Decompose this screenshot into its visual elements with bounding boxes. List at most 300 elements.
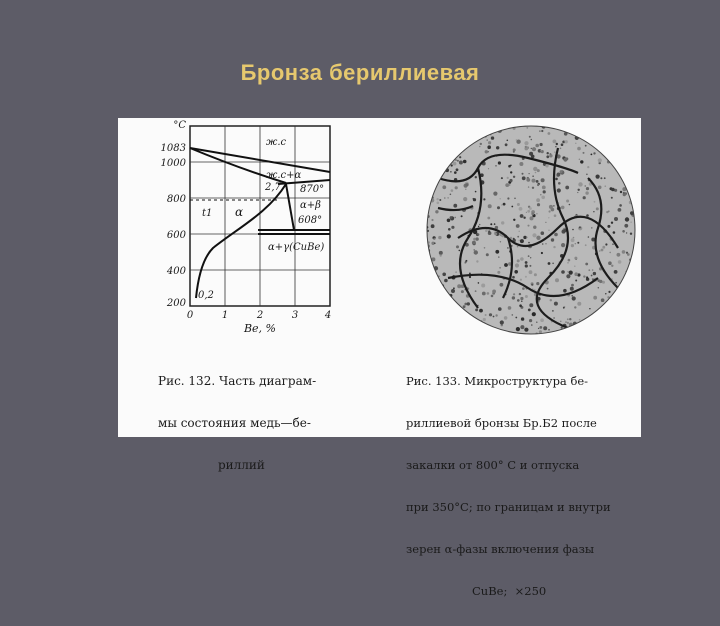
speckle xyxy=(510,171,512,173)
speckle xyxy=(447,234,451,238)
speckle xyxy=(613,231,616,234)
speckle xyxy=(569,204,571,206)
speckle xyxy=(575,280,577,282)
speckle xyxy=(626,290,630,294)
speckle xyxy=(630,279,634,283)
y-tick-label: 400 xyxy=(166,266,186,277)
speckle xyxy=(548,132,551,135)
speckle xyxy=(491,295,494,298)
speckle xyxy=(535,144,539,148)
speckle xyxy=(614,217,618,221)
speckle xyxy=(599,250,600,251)
speckle xyxy=(593,296,597,300)
speckle xyxy=(575,243,576,244)
speckle xyxy=(630,126,632,128)
speckle xyxy=(513,219,515,221)
speckle xyxy=(540,150,542,152)
speckle xyxy=(529,136,531,138)
point-2-7: 2,7 xyxy=(265,182,281,193)
speckle xyxy=(575,143,576,144)
speckle xyxy=(580,160,583,163)
speckle xyxy=(525,295,528,298)
speckle xyxy=(596,207,599,210)
speckle xyxy=(579,226,581,228)
speckle xyxy=(629,330,631,332)
speckle xyxy=(545,222,546,223)
speckle xyxy=(442,309,443,310)
speckle xyxy=(566,274,570,278)
speckle xyxy=(478,282,480,284)
speckle xyxy=(530,216,534,220)
speckle xyxy=(541,130,543,132)
speckle xyxy=(532,147,536,151)
point-0-2: 0,2 xyxy=(198,290,214,301)
speckle xyxy=(429,189,432,192)
speckle xyxy=(433,317,437,321)
speckle xyxy=(455,186,458,189)
speckle xyxy=(574,257,577,260)
speckle xyxy=(615,282,617,284)
speckle xyxy=(449,318,452,321)
speckle xyxy=(598,329,602,333)
speckle xyxy=(626,301,628,303)
speckle xyxy=(571,295,573,297)
speckle xyxy=(427,303,431,307)
speckle xyxy=(473,238,476,241)
speckle xyxy=(456,168,459,171)
speckle xyxy=(629,161,633,165)
speckle xyxy=(615,137,619,141)
speckle xyxy=(510,165,512,167)
speckle xyxy=(574,306,576,308)
speckle xyxy=(515,263,519,267)
speckle xyxy=(529,207,532,210)
speckle xyxy=(619,139,620,140)
region-alpha-gamma: α+γ(CuBe) xyxy=(268,242,325,253)
speckle xyxy=(593,152,595,154)
x-axis-label: Be, % xyxy=(243,322,277,335)
speckle xyxy=(475,309,478,312)
speckle xyxy=(513,293,515,295)
speckle xyxy=(527,210,530,213)
speckle xyxy=(596,175,600,179)
speckle xyxy=(591,154,593,156)
speckle xyxy=(540,194,542,196)
speckle xyxy=(495,165,497,167)
speckle xyxy=(433,278,435,280)
speckle xyxy=(489,313,492,316)
speckle xyxy=(461,330,464,333)
speckle xyxy=(447,326,451,330)
speckle xyxy=(536,213,538,215)
speckle xyxy=(566,200,569,203)
speckle xyxy=(558,182,561,185)
speckle xyxy=(541,178,545,182)
y-unit-label: °C xyxy=(173,120,186,131)
speckle xyxy=(428,195,431,198)
speckle xyxy=(555,178,558,181)
speckle xyxy=(509,184,510,185)
point-608: 608° xyxy=(298,215,323,226)
speckle xyxy=(607,225,610,228)
speckle xyxy=(571,244,574,247)
speckle xyxy=(429,176,431,178)
speckle xyxy=(573,237,575,239)
speckle xyxy=(530,257,531,258)
caption-line: Рис. 132. Часть диаграм- xyxy=(158,374,317,388)
speckle xyxy=(426,282,430,286)
speckle xyxy=(601,249,604,252)
x-tick-label: 2 xyxy=(256,310,264,321)
speckle xyxy=(447,219,451,223)
y-tick-label: 800 xyxy=(166,194,186,205)
speckle xyxy=(496,146,499,149)
speckle xyxy=(629,162,631,164)
speckle xyxy=(631,271,634,274)
speckle xyxy=(450,216,453,219)
speckle xyxy=(512,314,514,316)
speckle xyxy=(605,327,607,329)
speckle xyxy=(498,256,499,257)
speckle xyxy=(602,309,606,313)
speckle xyxy=(624,224,628,228)
speckle xyxy=(622,230,625,233)
speckle xyxy=(431,219,433,221)
speckle xyxy=(531,148,532,149)
speckle xyxy=(560,170,563,173)
speckle xyxy=(455,271,457,273)
speckle xyxy=(493,192,497,196)
speckle xyxy=(434,133,438,137)
speckle xyxy=(438,167,440,169)
speckle xyxy=(605,185,607,187)
speckle xyxy=(598,186,602,190)
speckle xyxy=(528,242,530,244)
region-liquid: ж.с xyxy=(266,137,287,148)
speckle xyxy=(511,206,513,208)
speckle xyxy=(587,166,589,168)
speckle xyxy=(430,156,433,159)
speckle xyxy=(553,317,555,319)
speckle xyxy=(499,267,501,269)
speckle xyxy=(531,155,535,159)
speckle xyxy=(431,170,435,174)
speckle xyxy=(610,322,612,324)
speckle xyxy=(570,287,574,291)
speckle xyxy=(606,308,609,311)
speckle xyxy=(526,212,527,213)
speckle xyxy=(501,204,502,205)
speckle xyxy=(437,126,439,128)
speckle xyxy=(554,151,556,153)
speckle xyxy=(462,134,466,138)
speckle xyxy=(528,225,530,227)
speckle xyxy=(536,322,537,323)
speckle xyxy=(513,176,515,178)
speckle xyxy=(592,136,593,137)
speckle xyxy=(586,276,588,278)
speckle xyxy=(557,188,561,192)
speckle xyxy=(532,187,534,189)
speckle xyxy=(565,321,567,323)
speckle xyxy=(601,323,603,325)
speckle xyxy=(579,159,581,161)
speckle xyxy=(611,265,613,267)
speckle xyxy=(561,143,564,146)
x-tick-label: 0 xyxy=(186,310,194,321)
speckle xyxy=(529,173,530,174)
speckle xyxy=(545,243,546,244)
speckle xyxy=(611,188,615,192)
speckle xyxy=(534,273,537,276)
speckle xyxy=(577,302,581,306)
speckle xyxy=(451,316,454,319)
speckle xyxy=(431,224,435,228)
speckle xyxy=(451,164,453,166)
speckle xyxy=(623,310,626,313)
speckle xyxy=(461,133,462,134)
speckle xyxy=(428,308,431,311)
speckle xyxy=(465,189,466,190)
speckle xyxy=(450,171,452,173)
speckle xyxy=(488,333,489,334)
speckle xyxy=(609,152,611,154)
speckle xyxy=(485,150,488,153)
speckle xyxy=(590,128,594,132)
speckle xyxy=(552,310,554,312)
speckle xyxy=(563,289,567,293)
speckle xyxy=(473,321,475,323)
speckle xyxy=(618,260,622,264)
speckle xyxy=(462,310,464,312)
speckle xyxy=(591,227,592,228)
speckle xyxy=(624,125,626,127)
speckle xyxy=(529,270,533,274)
speckle xyxy=(611,158,612,159)
speckle xyxy=(453,127,457,131)
diagram-caption xyxy=(158,346,316,500)
speckle xyxy=(554,233,558,237)
speckle xyxy=(504,263,508,267)
caption-line: риллиевой бронзы Бр.Б2 после xyxy=(406,416,597,430)
x-tick-label: 3 xyxy=(291,310,299,321)
speckle xyxy=(483,198,485,200)
speckle xyxy=(617,131,619,133)
speckle xyxy=(610,134,613,137)
speckle xyxy=(512,276,515,279)
speckle xyxy=(465,261,467,263)
speckle xyxy=(467,302,470,305)
speckle xyxy=(444,279,448,283)
speckle xyxy=(482,292,486,296)
speckle xyxy=(450,300,454,304)
speckle xyxy=(578,189,580,191)
speckle xyxy=(465,183,468,186)
speckle xyxy=(442,273,446,277)
speckle xyxy=(542,243,544,245)
x-tick-label: 1 xyxy=(221,310,229,321)
speckle xyxy=(451,315,453,317)
speckle xyxy=(622,250,626,254)
speckle xyxy=(467,319,470,322)
speckle xyxy=(565,126,567,128)
speckle xyxy=(493,316,495,318)
speckle xyxy=(498,307,502,311)
speckle xyxy=(565,186,569,190)
y-tick-label: 200 xyxy=(166,298,186,309)
speckle xyxy=(519,207,523,211)
speckle xyxy=(567,322,569,324)
speckle xyxy=(569,318,571,320)
speckle xyxy=(453,162,457,166)
speckle xyxy=(473,249,475,251)
speckle xyxy=(507,177,509,179)
speckle xyxy=(516,139,518,141)
speckle xyxy=(528,186,529,187)
speckle xyxy=(521,317,524,320)
speckle xyxy=(585,191,588,194)
speckle xyxy=(451,226,454,229)
speckle xyxy=(552,263,554,265)
speckle xyxy=(463,160,467,164)
speckle xyxy=(441,305,444,308)
speckle xyxy=(548,217,549,218)
speckle xyxy=(628,303,629,304)
speckle xyxy=(426,328,429,331)
speckle xyxy=(520,239,524,243)
speckle xyxy=(473,198,476,201)
speckle xyxy=(548,329,550,331)
speckle xyxy=(433,164,437,168)
speckle xyxy=(461,290,464,293)
speckle xyxy=(532,179,536,183)
speckle xyxy=(556,143,558,145)
speckle xyxy=(627,141,631,145)
speckle xyxy=(440,311,444,315)
caption-line: мы состояния медь—бе- xyxy=(158,416,311,430)
speckle xyxy=(508,306,512,310)
region-alpha: α xyxy=(235,205,244,219)
speckle xyxy=(497,271,500,274)
speckle xyxy=(500,198,501,199)
speckle xyxy=(488,230,490,232)
speckle xyxy=(451,289,455,293)
speckle xyxy=(591,275,593,277)
speckle xyxy=(539,130,541,132)
speckle xyxy=(507,197,509,199)
speckle xyxy=(586,187,589,190)
speckle xyxy=(528,309,531,312)
speckle xyxy=(618,135,621,138)
speckle xyxy=(435,210,438,213)
caption-line: CuBe; ×250 xyxy=(472,584,547,598)
speckle xyxy=(598,158,602,162)
y-tick-label: 1000 xyxy=(160,158,186,169)
speckle xyxy=(453,204,457,208)
speckle xyxy=(457,317,458,318)
speckle xyxy=(554,214,557,217)
speckle xyxy=(620,191,622,193)
speckle xyxy=(618,327,621,330)
speckle xyxy=(476,322,478,324)
speckle xyxy=(590,130,593,133)
speckle xyxy=(438,134,441,137)
speckle xyxy=(444,197,446,199)
speckle xyxy=(560,148,562,150)
speckle xyxy=(528,255,530,257)
speckle xyxy=(541,252,543,254)
speckle xyxy=(513,238,515,240)
speckle xyxy=(443,292,445,294)
speckle xyxy=(589,308,590,309)
speckle xyxy=(604,177,606,179)
speckle xyxy=(623,192,625,194)
speckle xyxy=(609,252,611,254)
caption-line: Рис. 133. Микроструктура бе- xyxy=(406,374,589,388)
speckle xyxy=(456,245,459,248)
speckle xyxy=(585,185,586,186)
speckle xyxy=(565,140,568,143)
speckle xyxy=(618,303,622,307)
speckle xyxy=(488,141,491,144)
speckle xyxy=(547,288,549,290)
speckle xyxy=(519,304,522,307)
speckle xyxy=(491,136,494,139)
caption-line: закалки от 800° С и отпуска xyxy=(406,458,580,472)
speckle xyxy=(517,236,519,238)
speckle xyxy=(536,282,539,285)
speckle xyxy=(520,257,524,261)
speckle xyxy=(557,173,561,177)
speckle xyxy=(571,284,574,287)
speckle xyxy=(551,125,553,127)
speckle xyxy=(475,191,477,193)
speckle xyxy=(463,197,467,201)
speckle xyxy=(545,164,548,167)
speckle xyxy=(615,305,618,308)
speckle xyxy=(495,314,497,316)
speckle xyxy=(454,171,457,174)
speckle xyxy=(626,146,629,149)
speckle xyxy=(617,253,621,257)
speckle xyxy=(458,128,462,132)
region-alpha-beta: α+β xyxy=(300,200,321,211)
speckle xyxy=(503,203,506,206)
speckle xyxy=(592,324,596,328)
speckle xyxy=(436,198,438,200)
speckle xyxy=(457,284,461,288)
speckle xyxy=(488,204,492,208)
speckle xyxy=(561,206,565,210)
speckle xyxy=(549,210,551,212)
speckle xyxy=(513,151,515,153)
speckle xyxy=(524,141,528,145)
speckle xyxy=(465,325,467,327)
speckle xyxy=(438,152,442,156)
speckle xyxy=(594,201,596,203)
speckle xyxy=(541,231,545,235)
speckle xyxy=(451,189,454,192)
speckle xyxy=(485,314,487,316)
speckle xyxy=(522,173,524,175)
y-tick-label: 600 xyxy=(166,230,186,241)
speckle xyxy=(482,324,483,325)
speckle xyxy=(475,290,477,292)
speckle xyxy=(487,139,488,140)
speckle xyxy=(631,222,632,223)
speckle xyxy=(430,196,432,198)
speckle xyxy=(553,140,557,144)
